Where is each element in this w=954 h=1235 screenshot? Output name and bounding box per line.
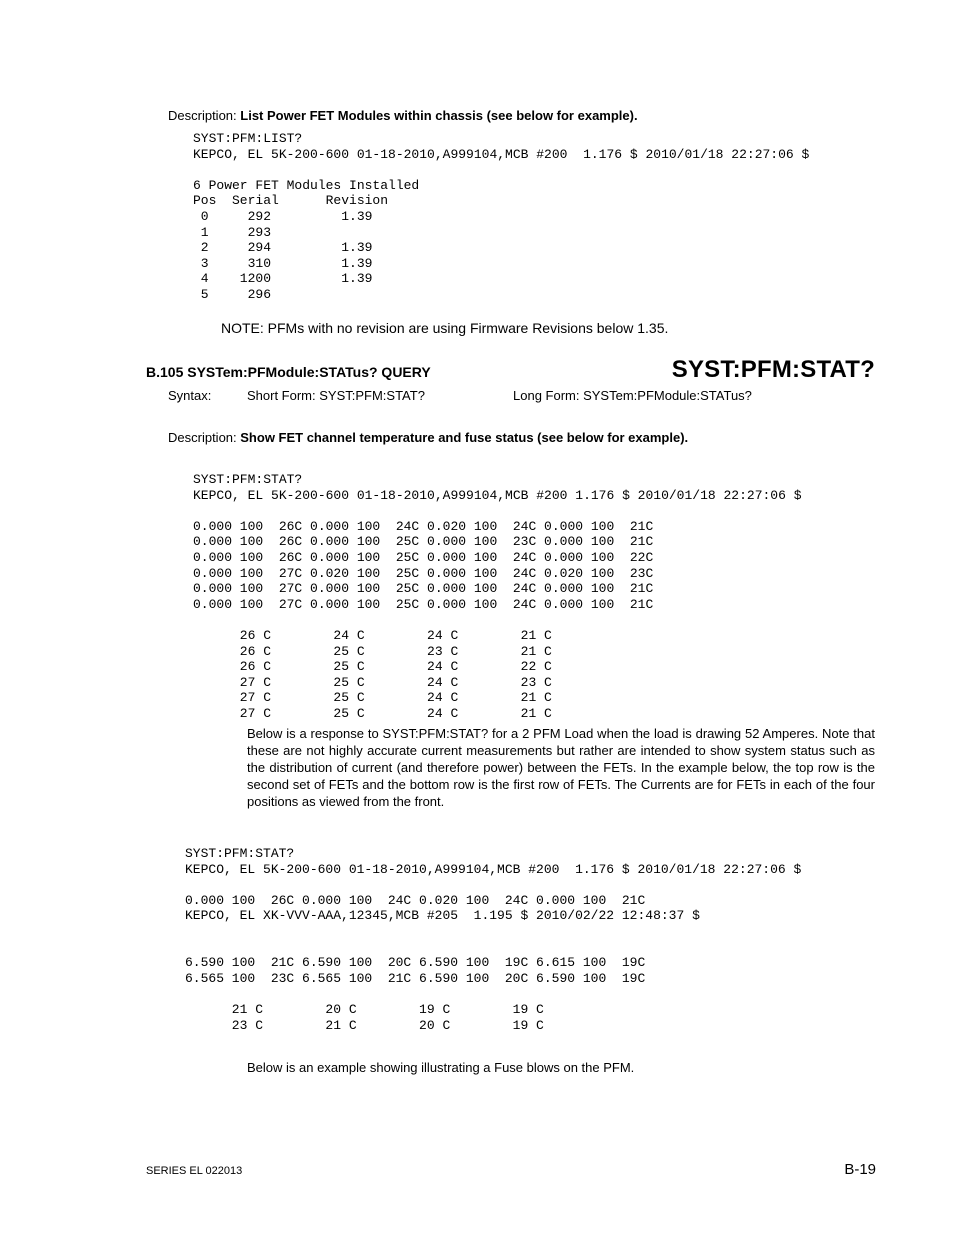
description-line-2 <box>168 430 688 445</box>
description-line-1 <box>168 108 638 123</box>
explanation-paragraph: Below is a response to SYST:PFM:STAT? for a 2 PFM Load when the load is drawing 52 Amperes. Note that these are not highly accurate current measurements but rather are intended to show system status such as the distribution of current (and therefore power) between the FETs. In the example below, the top row is the second set of FETs and the bottom row is the first row of FETs. The Currents are for FETs in each of the four positions as viewed from the front. <box>247 726 875 809</box>
footer-series: SERIES EL 022013 <box>146 1165 243 1177</box>
pfm-stat-example-code-block: SYST:PFM:STAT? KEPCO, EL 5K-200-600 01-18-2010,A999104,MCB #200 1.176 $ 2010/01/18 22:27:06 $ 0.000 100 26C 0.000 100 24C 0.020 100 24C 0.000 100 21C KEPCO, EL XK-VVV-AAA,12345,MCB #205 1.195 $ 2010/02/22 12:48:37 $ 6.590 100 21C 6.590 100 20C 6.590 100 19C 6.615 100 19C 6.565 100 23C 6.565 100 21C 6.590 100 20C 6.590 100 19C 21 C 20 C 19 C 19 C 23 C 21 C 20 C 19 C <box>185 846 802 1033</box>
section-heading: B.105 SYSTem:PFModule:STATus? QUERY <box>146 364 431 380</box>
description-text: Show FET channel temperature and fuse status (see below for example). <box>240 430 689 445</box>
description-label: Description: <box>168 430 237 445</box>
short-form: Short Form: SYST:PFM:STAT? <box>247 388 425 403</box>
footer-page-number: B-19 <box>844 1161 876 1178</box>
fuse-example-note: Below is an example showing illustrating a Fuse blows on the PFM. <box>247 1060 635 1075</box>
firmware-note: NOTE: PFMs with no revision are using Firmware Revisions below 1.35. <box>221 320 669 336</box>
command-title: SYST:PFM:STAT? <box>671 356 875 383</box>
pfm-list-code-block: SYST:PFM:LIST? KEPCO, EL 5K-200-600 01-18-2010,A999104,MCB #200 1.176 $ 2010/01/18 22:27:06 $ 6 Power FET Modules Installed Pos Serial Revision 0 292 1.39 1 293 2 294 1.39 3 310 1.39 4 1200 1.39 5 296 <box>193 131 810 302</box>
description-text: List Power FET Modules within chassis (see below for example). <box>240 108 638 123</box>
pfm-stat-code-block: SYST:PFM:STAT? KEPCO, EL 5K-200-600 01-18-2010,A999104,MCB #200 1.176 $ 2010/01/18 22:27:06 $ 0.000 100 26C 0.000 100 24C 0.020 100 24C 0.000 100 21C 0.000 100 26C 0.000 100 25C 0.000 100 23C 0.000 100 21C 0.000 100 26C 0.000 100 25C 0.000 100 24C 0.000 100 22C 0.000 100 27C 0.020 100 25C 0.000 100 24C 0.020 100 23C 0.000 100 27C 0.000 100 25C 0.000 100 24C 0.000 100 21C 0.000 100 27C 0.000 100 25C 0.000 100 24C 0.000 100 21C 26 C 24 C 24 C 21 C 26 C 25 C 23 C 21 C 26 C 25 C 24 C 22 C 27 C 25 C 24 C 23 C 27 C 25 C 24 C 21 C 27 C 25 C 24 C 21 C <box>193 472 802 721</box>
syntax-label: Syntax: <box>168 388 212 403</box>
long-form: Long Form: SYSTem:PFModule:STATus? <box>513 388 752 403</box>
description-label: Description: <box>168 108 237 123</box>
